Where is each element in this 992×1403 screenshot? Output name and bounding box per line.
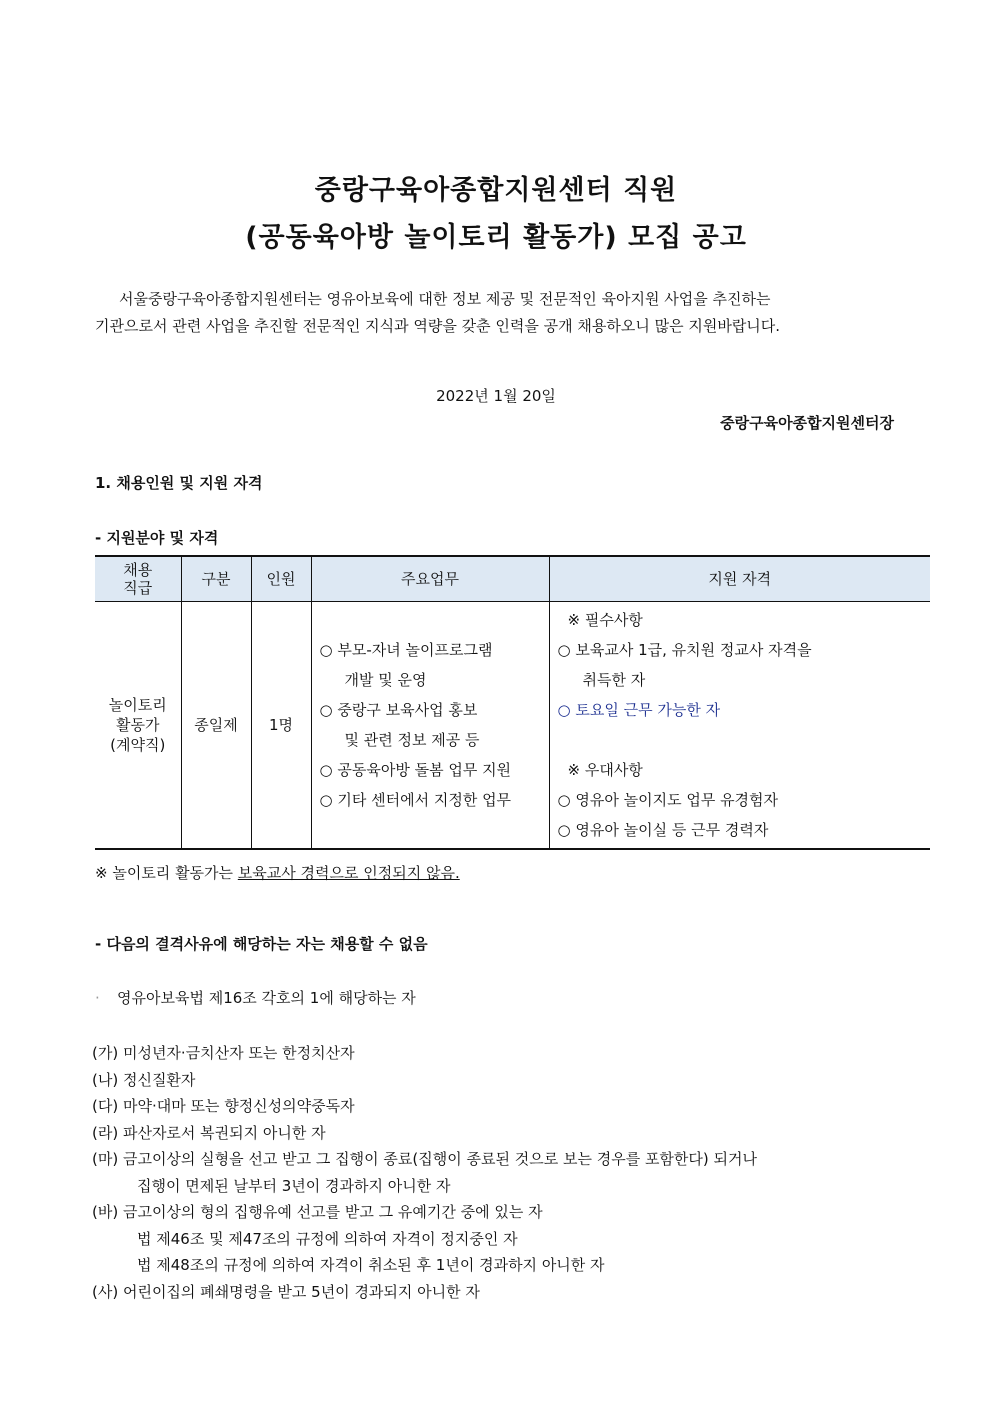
preferred-item: ○ 영유아 놀이지도 업무 유경험자: [557, 791, 779, 809]
required-title: ※ 필수사항: [567, 611, 643, 629]
list-item: (마) 금고이상의 실형을 선고 받고 그 집행이 종료(집행이 종료된 것으로 보는 경우를 포함한다) 되거나: [92, 1150, 757, 1168]
page-title-line2: (공동육아방 놀이토리 활동가) 모집 공고: [245, 222, 747, 253]
duty-item: ○ 기타 센터에서 지정한 업무: [319, 791, 512, 809]
duty-item: 개발 및 운영: [344, 671, 427, 689]
intro-line2: 기관으로서 관련 사업을 추진할 전문적인 지식과 역량을 갖춘 인력을 공개 채용하오니 많은 지원바랍니다.: [95, 317, 781, 335]
table-header-row: [95, 556, 930, 602]
table-row: [95, 602, 930, 850]
duty-item: 및 관련 정보 제공 등: [344, 731, 480, 749]
duty-item: ○ 부모-자녀 놀이프로그램: [319, 641, 493, 659]
list-item-continued: 집행이 면제된 날부터 3년이 경과하지 아니한 자: [137, 1176, 451, 1195]
duty-item: ○ 중랑구 보육사업 홍보: [319, 701, 478, 719]
intro-paragraph: [95, 286, 925, 340]
preferred-item: ○ 영유아 놀이실 등 근무 경력자: [557, 821, 769, 839]
header-type: 구분: [181, 556, 251, 602]
note-underlined: 보육교사 경력으로 인정되지 않음.: [237, 864, 460, 882]
header-count: 인원: [251, 556, 311, 602]
header-rank: 채용 직급: [95, 556, 181, 602]
law-reference: [95, 987, 416, 1008]
intro-line1: 서울중랑구육아종합지원센터는 영유아보육에 대한 정보 제공 및 전문적인 육아지원 사업을 추진하는: [119, 290, 771, 308]
note-prefix: ※ 놀이토리 활동가는: [95, 864, 238, 882]
law-text: 영유아보육법 제16조 각호의 1에 해당하는 자: [117, 989, 416, 1007]
list-item-continued: 법 제46조 및 제47조의 규정에 의하여 자격이 정지중인 자: [137, 1229, 518, 1248]
spacer: [558, 725, 930, 755]
cell-qualification: [549, 602, 930, 850]
recruitment-table: [95, 555, 930, 850]
list-item: (사) 어린이집의 폐쇄명령을 받고 5년이 경과되지 아니한 자: [92, 1282, 480, 1301]
subheading-field-qualification: - 지원분야 및 자격: [95, 529, 219, 547]
list-item: (바) 금고이상의 형의 집행유예 선고를 받고 그 유예기간 중에 있는 자: [92, 1203, 543, 1221]
announcement-date: 2022년 1월 20일: [436, 387, 556, 405]
disqualification-list: [92, 1040, 757, 1305]
page-title-line1: 중랑구육아종합지원센터 직원: [314, 175, 678, 206]
section-heading-recruitment: 1. 채용인원 및 지원 자격: [95, 474, 263, 492]
section-heading-disqualification: - 다음의 결격사유에 해당하는 자는 채용할 수 없음: [95, 935, 428, 953]
signer: 중랑구육아종합지원센터장: [720, 414, 894, 432]
cell-duties: [311, 602, 549, 850]
header-qualification: 지원 자격: [549, 556, 930, 602]
list-item: (라) 파산자로서 복권되지 아니한 자: [92, 1123, 326, 1142]
preferred-title: ※ 우대사항: [567, 761, 643, 779]
list-item: (가) 미성년자·금치산자 또는 한정치산자: [92, 1044, 355, 1062]
table-note: [95, 862, 460, 883]
qualification-item: ○ 보육교사 1급, 유치원 정교사 자격을: [557, 641, 812, 659]
duty-item: ○ 공동육아방 돌봄 업무 지원: [319, 761, 512, 779]
list-item: (나) 정신질환자: [92, 1070, 196, 1089]
cell-rank: 놀이토리 활동가 (계약직): [95, 602, 181, 850]
header-duties: 주요업무: [311, 556, 549, 602]
cell-type: 종일제: [181, 602, 251, 850]
list-item: (다) 마약·대마 또는 향정신성의약중독자: [92, 1097, 355, 1115]
list-item-continued: 법 제48조의 규정에 의하여 자격이 취소된 후 1년이 경과하지 아니한 자: [137, 1256, 605, 1274]
cell-count: 1명: [251, 602, 311, 850]
qualification-item-saturday: ○ 토요일 근무 가능한 자: [557, 701, 721, 719]
bullet-dot: ·: [95, 989, 100, 1007]
qualification-item: 취득한 자: [582, 671, 646, 689]
